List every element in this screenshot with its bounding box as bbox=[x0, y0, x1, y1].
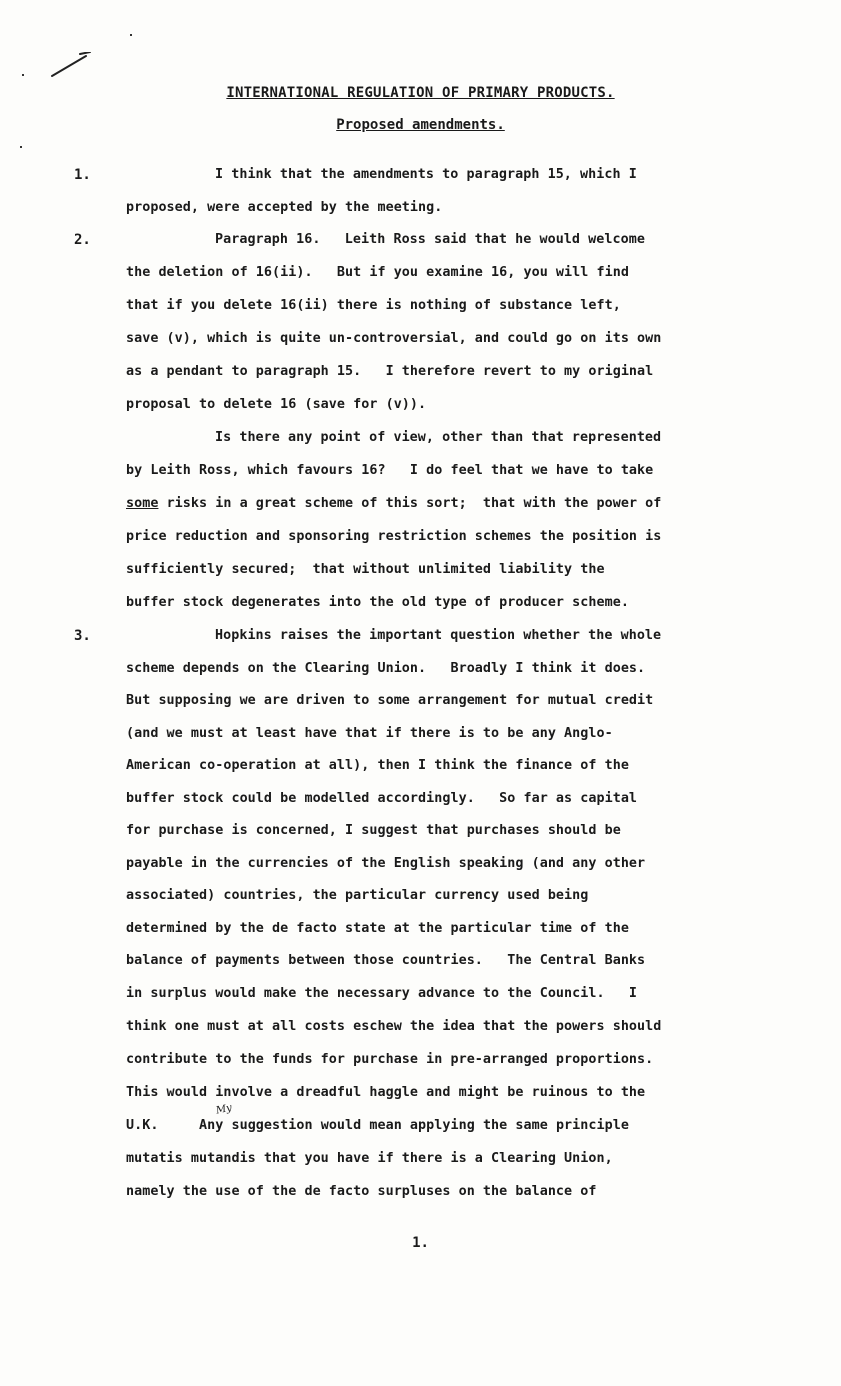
text-line: mutatis mutandis that you have if there is a Clearing Union, bbox=[126, 1151, 613, 1166]
text-line: I think that the amendments to paragraph 15, which I bbox=[215, 167, 637, 182]
page-number: 1. bbox=[412, 1235, 429, 1251]
underlined-word: some bbox=[126, 496, 159, 511]
text-line-with-underline bbox=[126, 496, 661, 511]
text-line: associated) countries, the particular currency used being bbox=[126, 888, 589, 903]
text-line: balance of payments between those countries. The Central Banks bbox=[126, 953, 646, 968]
text-line: proposal to delete 16 (save for (v)). bbox=[126, 397, 427, 412]
text-line: American co-operation at all), then I think the finance of the bbox=[126, 758, 629, 773]
text-line: scheme depends on the Clearing Union. Broadly I think it does. bbox=[126, 661, 646, 676]
text-fragment: U.K. bbox=[126, 1118, 200, 1133]
corrected-word: Any bbox=[199, 1118, 224, 1133]
text-line: think one must at all costs eschew the idea that the powers should bbox=[126, 1019, 662, 1034]
text-line: payable in the currencies of the English speaking (and any other bbox=[126, 856, 646, 871]
text-line: Hopkins raises the important question whether the whole bbox=[215, 628, 662, 643]
text-line: This would involve a dreadful haggle and might be ruinous to the bbox=[126, 1085, 646, 1100]
text-fragment: suggestion would mean applying the same principle bbox=[223, 1118, 629, 1133]
handwritten-tick-mark bbox=[50, 52, 92, 78]
text-line: buffer stock could be modelled accordingly. So far as capital bbox=[126, 791, 638, 806]
ink-speck bbox=[22, 74, 24, 76]
text-line: for purchase is concerned, I suggest that purchases should be bbox=[126, 823, 621, 838]
ink-speck bbox=[20, 146, 22, 148]
text-line: sufficiently secured; that without unlimited liability the bbox=[126, 562, 605, 577]
text-line: that if you delete 16(ii) there is nothing of substance left, bbox=[126, 298, 621, 313]
document-subtitle: Proposed amendments. bbox=[336, 117, 505, 133]
text-line: proposed, were accepted by the meeting. bbox=[126, 200, 443, 215]
text-line: the deletion of 16(ii). But if you examine 16, you will find bbox=[126, 265, 629, 280]
text-line-with-correction bbox=[126, 1118, 629, 1133]
text-line: save (v), which is quite un-controversial, and could go on its own bbox=[126, 331, 662, 346]
paragraph-number: 2. bbox=[74, 232, 91, 248]
text-line: namely the use of the de facto surpluses on the balance of bbox=[126, 1184, 597, 1199]
text-line: (and we must at least have that if there is to be any Anglo- bbox=[126, 726, 613, 741]
paragraph-number: 1. bbox=[74, 167, 91, 183]
text-line: in surplus would make the necessary advance to the Council. I bbox=[126, 986, 638, 1001]
text-line: But supposing we are driven to some arrangement for mutual credit bbox=[126, 693, 654, 708]
document-title: INTERNATIONAL REGULATION OF PRIMARY PRODUCTS. bbox=[226, 85, 615, 101]
paragraph-number: 3. bbox=[74, 628, 91, 644]
text-line: Is there any point of view, other than that represented bbox=[215, 430, 662, 445]
text-fragment: risks in a great scheme of this sort; that with the power of bbox=[158, 496, 662, 511]
text-line: determined by the de facto state at the particular time of the bbox=[126, 921, 629, 936]
text-line: price reduction and sponsoring restriction schemes the position is bbox=[126, 529, 662, 544]
handwritten-correction: My bbox=[215, 1102, 233, 1117]
text-line: contribute to the funds for purchase in pre-arranged proportions. bbox=[126, 1052, 654, 1067]
text-line: as a pendant to paragraph 15. I therefore revert to my original bbox=[126, 364, 654, 379]
text-line: buffer stock degenerates into the old type of producer scheme. bbox=[126, 595, 629, 610]
ink-speck bbox=[130, 34, 132, 36]
text-line: Paragraph 16. Leith Ross said that he would welcome bbox=[215, 232, 645, 247]
text-line: by Leith Ross, which favours 16? I do feel that we have to take bbox=[126, 463, 654, 478]
